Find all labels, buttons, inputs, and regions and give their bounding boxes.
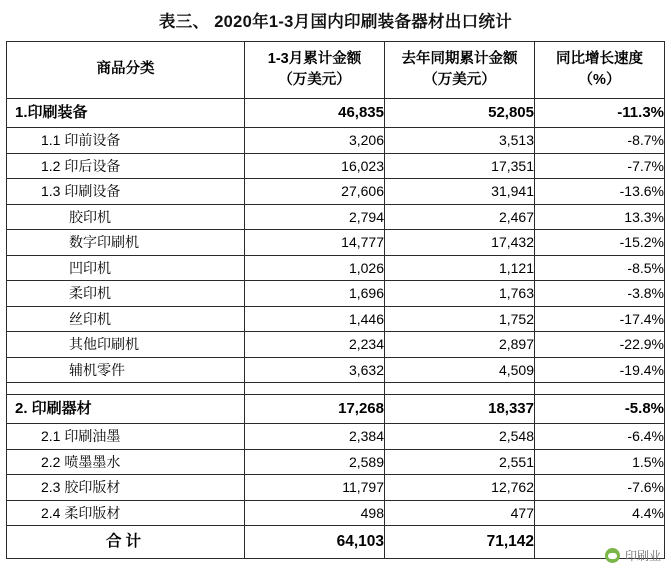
column-header-current-line2: （万美元） [278,72,351,88]
cell-previous-amount: 4,509 [385,357,535,383]
cell-growth-rate: -5.8% [535,395,665,424]
column-header-previous-line1: 去年同期累计金额 [401,50,518,67]
cell-current-amount: 11,797 [245,475,385,501]
cell-previous-amount: 17,351 [385,153,535,179]
cell-current-amount: 498 [245,500,385,526]
table-row-total [7,526,665,559]
cell-previous-amount: 3,513 [385,128,535,154]
cell-current-amount: 14,777 [245,230,385,256]
column-header-previous [385,42,535,99]
table-row [7,230,665,256]
cell-current-amount: 1,446 [245,306,385,332]
table-header [7,42,665,99]
cell-growth-rate: 1.5% [535,449,665,475]
table-row [7,332,665,358]
cell-previous-amount: 12,762 [385,475,535,501]
cell-previous-amount: 17,432 [385,230,535,256]
column-header-growth-line1: 同比增长速度 [556,50,643,67]
cell-growth-rate: -22.9% [535,332,665,358]
cell-category: 1.2 印后设备 [7,153,245,179]
table-row [7,179,665,205]
table-body [7,99,665,559]
cell-category: 1.3 印刷设备 [7,179,245,205]
column-header-current-line1: 1-3月累计金额 [267,50,362,67]
table-row-group [7,99,665,128]
cell-current-amount: 27,606 [245,179,385,205]
cell-category: 2.4 柔印版材 [7,500,245,526]
table-row [7,153,665,179]
cell-growth-rate: -13.6% [535,179,665,205]
table-row [7,449,665,475]
cell-category: 辅机零件 [7,357,245,383]
cell-category: 柔印机 [7,281,245,307]
table-row [7,255,665,281]
cell-growth-rate: -19.4% [535,357,665,383]
cell-category: 胶印机 [7,204,245,230]
column-header-growth-line2: （%） [578,72,621,88]
cell-growth-rate: -15.2% [535,230,665,256]
table-row-spacer [7,383,665,395]
cell-previous-amount: 31,941 [385,179,535,205]
cell-growth-rate: 13.3% [535,204,665,230]
cell-category: 数字印刷机 [7,230,245,256]
cell-current-amount: 3,632 [245,357,385,383]
cell-previous-amount: 2,467 [385,204,535,230]
cell-growth-rate: -6.4% [535,424,665,450]
cell-growth-rate: -17.4% [535,306,665,332]
cell-category: 1.印刷装备 [7,99,245,128]
cell-category: 1.1 印前设备 [7,128,245,154]
column-header-previous-line2: （万美元） [423,72,496,88]
table-row [7,424,665,450]
table-row [7,128,665,154]
cell-growth-rate: -7.6% [535,475,665,501]
cell-growth-rate: -11.3% [535,99,665,128]
cell-previous-amount: 18,337 [385,395,535,424]
cell-previous-amount: 2,897 [385,332,535,358]
cell-current-amount: 2,234 [245,332,385,358]
watermark [605,547,661,564]
cell-category: 合计 [7,526,245,559]
table-row [7,475,665,501]
cell-category: 2.1 印刷油墨 [7,424,245,450]
table-row [7,281,665,307]
page-title: 表三、 2020年1-3月国内印刷装备器材出口统计 [158,13,513,31]
table-header-row [7,42,665,99]
cell-category: 丝印机 [7,306,245,332]
spacer-cell [385,383,535,395]
cell-current-amount: 46,835 [245,99,385,128]
cell-growth-rate: -8.5% [535,255,665,281]
cell-current-amount: 17,268 [245,395,385,424]
cell-current-amount: 64,103 [245,526,385,559]
column-header-growth [535,42,665,99]
cell-previous-amount: 1,763 [385,281,535,307]
cell-growth-rate: 4.4% [535,500,665,526]
table-row [7,204,665,230]
cell-previous-amount: 2,548 [385,424,535,450]
export-statistics-table [6,41,665,559]
table-row [7,357,665,383]
cell-growth-rate: -8.7% [535,128,665,154]
cell-growth-rate: -7.7% [535,153,665,179]
cell-current-amount: 2,384 [245,424,385,450]
column-header-current [245,42,385,99]
cell-category: 2.3 胶印版材 [7,475,245,501]
column-header-category [7,42,245,99]
cell-category: 凹印机 [7,255,245,281]
cell-category: 2.2 喷墨墨水 [7,449,245,475]
cell-current-amount: 1,696 [245,281,385,307]
cell-current-amount: 3,206 [245,128,385,154]
cell-previous-amount: 71,142 [385,526,535,559]
cell-category: 2. 印刷器材 [7,395,245,424]
cell-previous-amount: 477 [385,500,535,526]
cell-previous-amount: 1,752 [385,306,535,332]
cell-previous-amount: 52,805 [385,99,535,128]
cell-growth-rate: -3.8% [535,281,665,307]
column-header-category-line1: 商品分类 [96,61,155,78]
cell-category: 其他印刷机 [7,332,245,358]
cell-current-amount: 16,023 [245,153,385,179]
table-row-group [7,395,665,424]
table-row [7,306,665,332]
spacer-cell [7,383,245,395]
table-row [7,500,665,526]
watermark-label: 印刷业 [624,549,661,563]
wechat-account-icon [605,548,620,563]
spacer-cell [535,383,665,395]
cell-previous-amount: 2,551 [385,449,535,475]
spacer-cell [245,383,385,395]
cell-current-amount: 1,026 [245,255,385,281]
cell-current-amount: 2,589 [245,449,385,475]
cell-current-amount: 2,794 [245,204,385,230]
cell-previous-amount: 1,121 [385,255,535,281]
